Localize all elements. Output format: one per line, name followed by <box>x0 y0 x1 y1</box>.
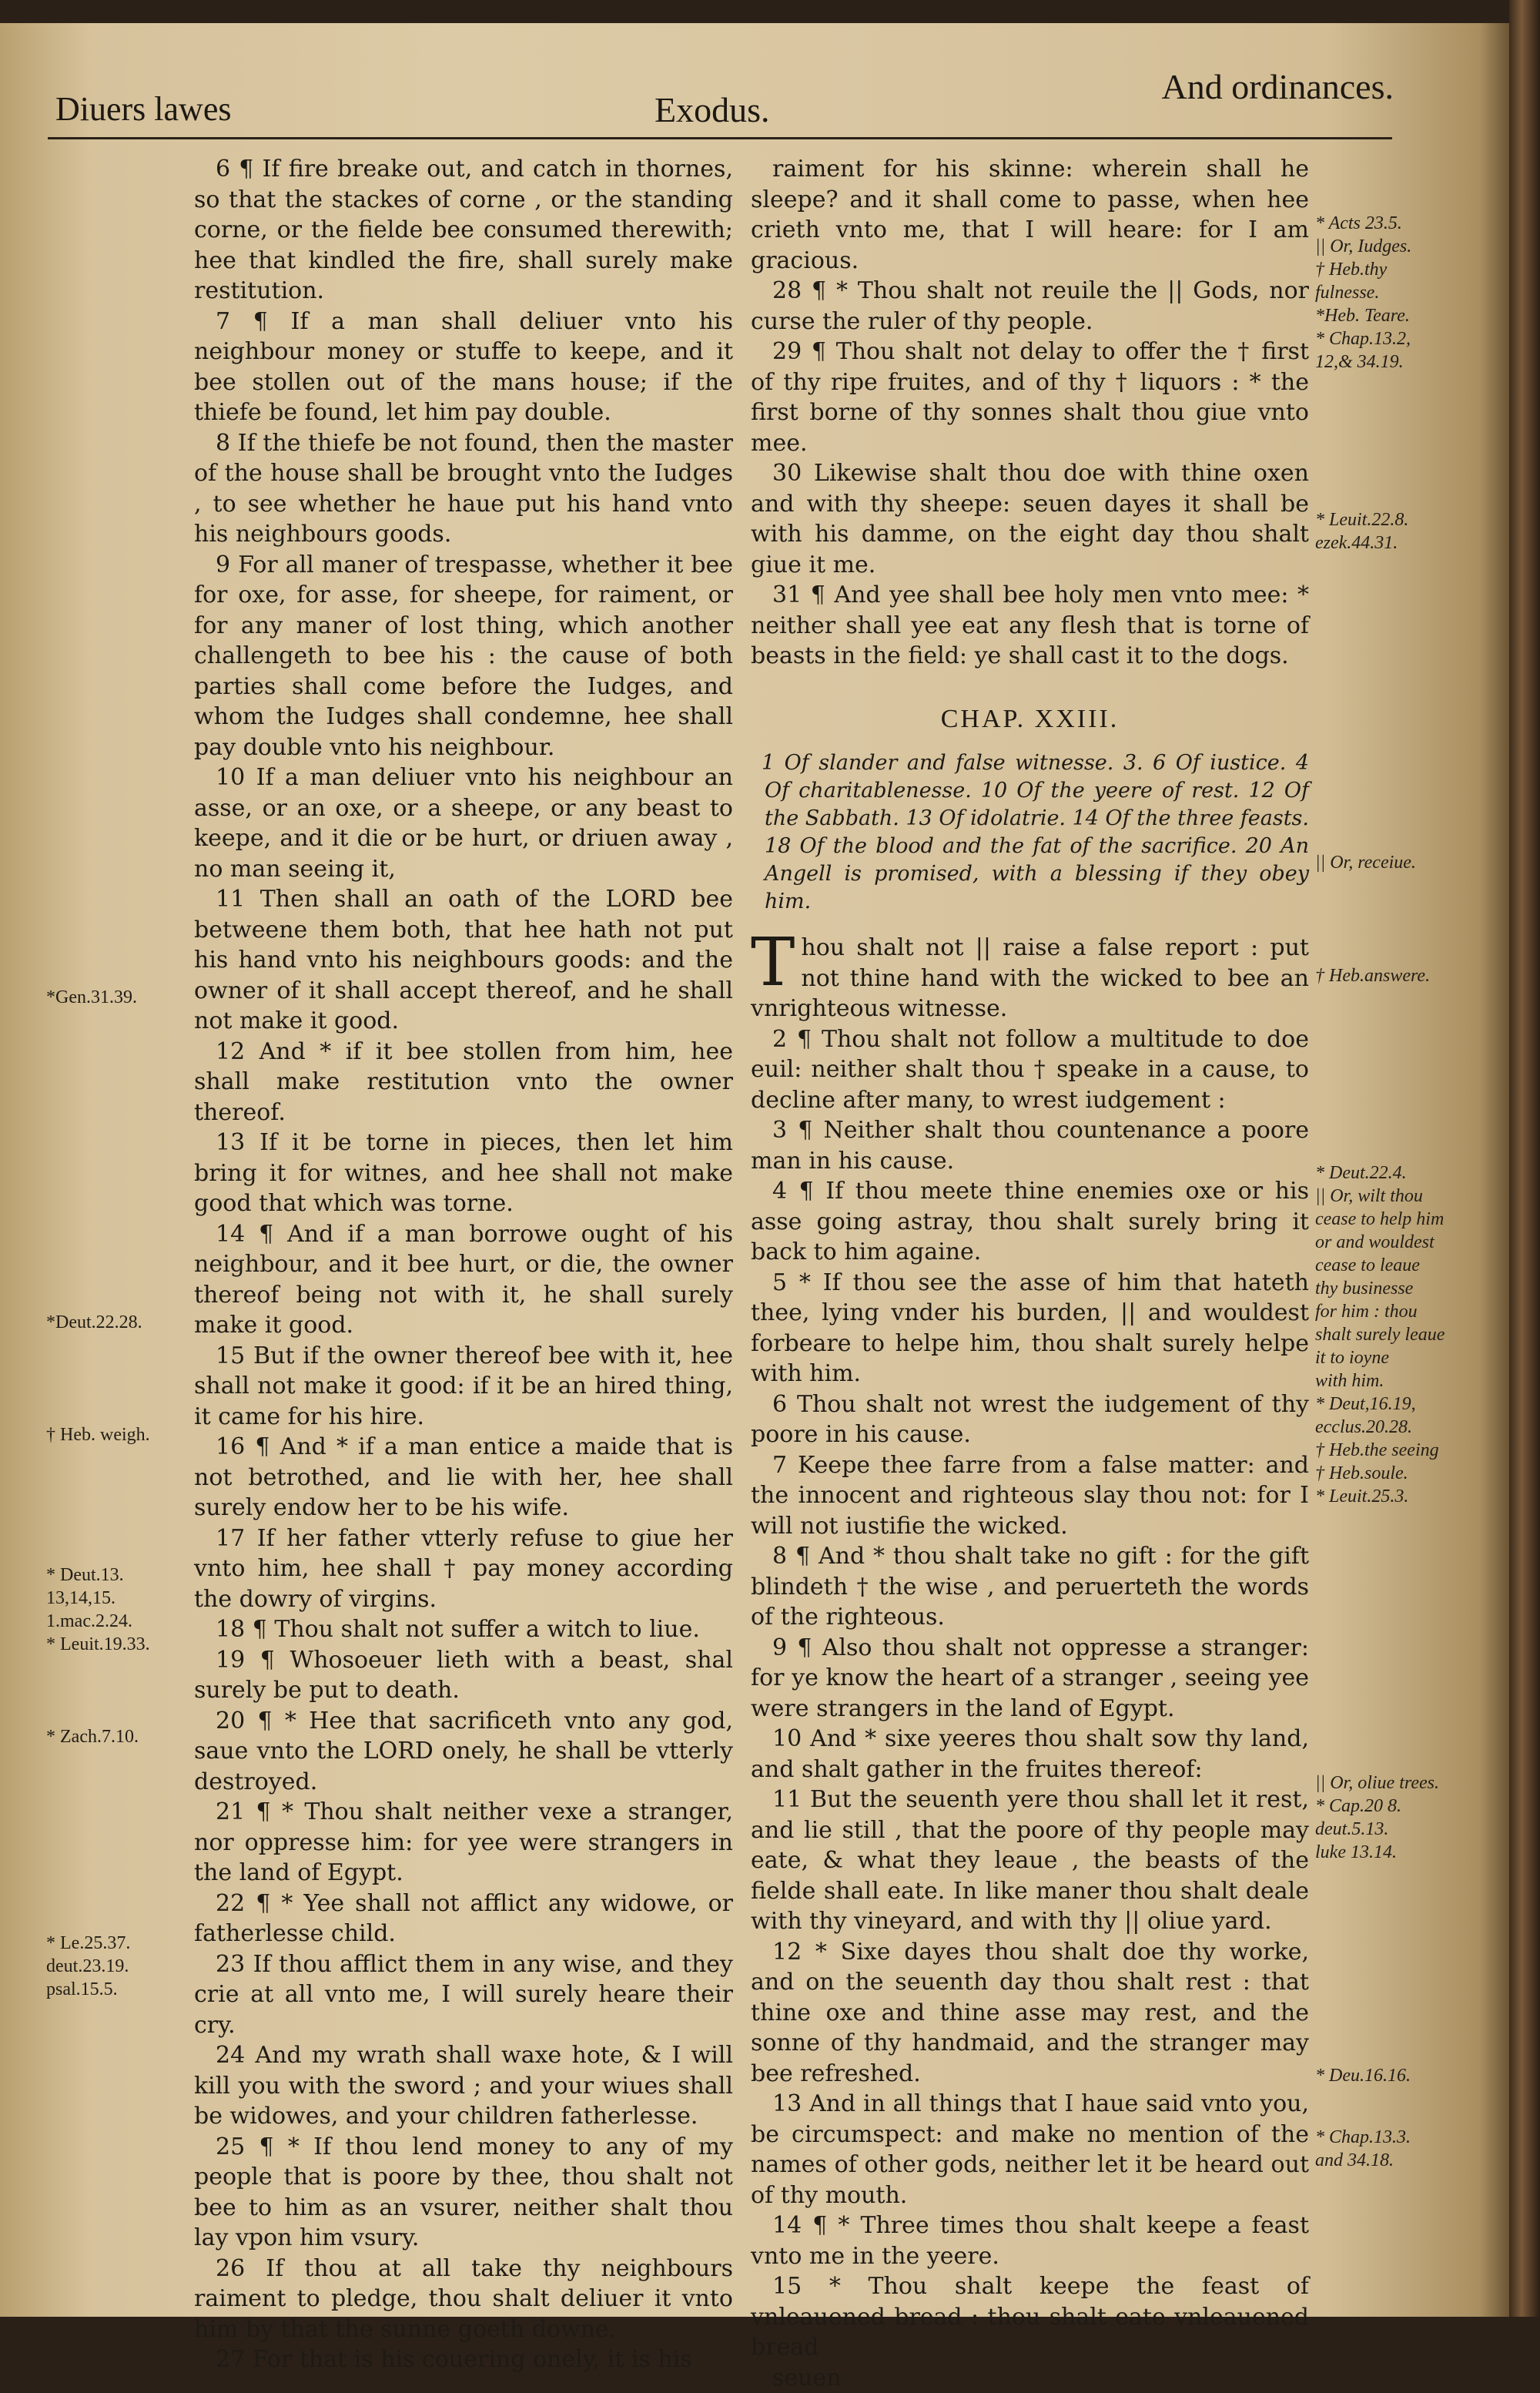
verse: 30 Likewise shalt thou doe with thine oxen and with thy sheepe: seuen dayes it shall be with his damme, on the eight day thou shalt giue it me. <box>751 458 1309 580</box>
verse: 10 If a man deliuer vnto his neighbour an asse, or an oxe, or a sheepe, or any beast to keepe, and it die or be hurt, or driuen away , no man seeing it, <box>194 762 733 884</box>
verse: 28 ¶ * Thou shalt not reuile the || Gods, nor curse the ruler of thy people. <box>751 276 1309 337</box>
running-head-center: Exodus. <box>654 89 770 130</box>
verse: 4 ¶ If thou meete thine enemies oxe or his asse going astray, thou shalt surely bring it back to him againe. <box>751 1176 1309 1268</box>
margin-note: * Le.25.37. deut.23.19. psal.15.5. <box>46 1932 130 2001</box>
running-head-left: Diuers lawes <box>55 89 232 129</box>
margin-note: *Deut.22.28. <box>46 1311 142 1334</box>
margin-note: || Or, receiue. <box>1315 851 1416 874</box>
verse: 26 If thou at all take thy neighbours raiment to pledge, thou shalt deliuer it vnto him by that the sunne goeth downe. <box>194 2254 733 2345</box>
right-column <box>751 154 1309 2393</box>
verse: 15 But if the owner thereof bee with it, hee shall not make it good: if it be an hired thing, it came for his hire. <box>194 1341 733 1433</box>
verse: 3 ¶ Neither shalt thou countenance a poore man in his cause. <box>751 1115 1309 1176</box>
verse: 7 ¶ If a man shall deliuer vnto his neighbour money or stuffe to keepe, and it bee stollen out of the mans house; if the thiefe be found, let him pay double. <box>194 307 733 428</box>
drop-cap: T <box>751 936 795 990</box>
header-rule <box>48 137 1392 139</box>
verse: 12 * Sixe dayes thou shalt doe thy worke, and on the seuenth day thou shalt rest : that thine oxe and thine asse may rest, and the sonne of thy handmaid, and the stranger may bee refreshed. <box>751 1937 1309 2090</box>
margin-note: * Deut.13. 13,14,15. 1.mac.2.24. * Leuit.19.33. <box>46 1563 150 1656</box>
margin-note: * Leuit.22.8. ezek.44.31. <box>1315 508 1408 555</box>
verse: seuen <box>751 2363 1309 2393</box>
verse: 16 ¶ And * if a man entice a maide that is not betrothed, and lie with her, hee shall surely endow her to be his wife. <box>194 1432 733 1523</box>
book-page <box>0 23 1509 2317</box>
verse: 2 ¶ Thou shalt not follow a multitude to doe euil: neither shalt thou † speake in a cause, to decline after many, to wrest iudgement : <box>751 1024 1309 1116</box>
verse: 7 Keepe thee farre from a false matter: and the innocent and righteous slay thou not: for I will not iustifie the wicked. <box>751 1450 1309 1542</box>
verse: 6 ¶ If fire breake out, and catch in thornes, so that the stackes of corne , or the standing corne, or the fielde bee consumed therewith; hee that kindled the fire, shall surely make restitution. <box>194 154 733 307</box>
verse: 14 ¶ And if a man borrowe ought of his neighbour, and it bee hurt, or die, the owner thereof being not with it, he shall surely make it good. <box>194 1219 733 1341</box>
verse: 12 And * if it bee stollen from him, hee shall make restitution vnto the owner thereof. <box>194 1037 733 1128</box>
verse: 13 And in all things that I haue said vnto you, be circumspect: and make no mention of the names of other gods, neither let it be heard out of thy mouth. <box>751 2089 1309 2210</box>
verse: 11 Then shall an oath of the LORD bee betweene them both, that hee hath not put his hand vnto his neighbours goods: and the owner of it shall accept thereof, and he shall not make it good. <box>194 884 733 1037</box>
verse: raiment for his skinne: wherein shall he sleepe? and it shall come to passe, when hee crieth vnto me, that I will heare: for I am gracious. <box>751 154 1309 276</box>
verse: 6 Thou shalt not wrest the iudgement of thy poore in his cause. <box>751 1389 1309 1450</box>
verse: 11 But the seuenth yere thou shall let it rest, and lie still , that the poore of thy people may eate, & what they leaue , the beasts of the fielde shall eate. In like maner thou shalt deale with thy vineyard, and with thy || oliue yard. <box>751 1785 1309 1937</box>
verse: 14 ¶ * Three times thou shalt keepe a feast vnto me in the yeere. <box>751 2210 1309 2271</box>
verse: 17 If her father vtterly refuse to giue her vnto him, hee shall † pay money according the dowry of virgins. <box>194 1523 733 1615</box>
left-column <box>194 154 733 2375</box>
verse: 31 ¶ And yee shall bee holy men vnto mee: * neither shall yee eat any flesh that is torne of beasts in the field: ye shall cast it to the dogs. <box>751 580 1309 672</box>
verse: 25 ¶ * If thou lend money to any of my people that is poore by thee, thou shalt not bee to him as an vsurer, neither shalt thou lay vpon him vsury. <box>194 2132 733 2254</box>
chapter-title: CHAP. XXIII. <box>751 704 1309 735</box>
verse: hou shalt not || raise a false report : put not thine hand with the wicked to bee an vnrighteous witnesse. <box>751 934 1309 1022</box>
margin-note: * Zach.7.10. <box>46 1725 139 1748</box>
margin-note: *Gen.31.39. <box>46 986 137 1009</box>
verse: 23 If thou afflict them in any wise, and they crie at all vnto me, I will surely heare their cry. <box>194 1949 733 2041</box>
running-head-right: And ordinances. <box>1162 66 1394 107</box>
margin-note: * Deut.22.4. || Or, wilt thou cease to help him or and wouldest cease to leaue thy businesse for him : thou shalt surely leaue it to ioyne with him. * Deut,16.19, ecclus.20.28. † Heb.the seeing † Heb.soule. * Leuit.25.3. <box>1315 1161 1445 1508</box>
verse: 24 And my wrath shall waxe hote, & I will kill you with the sword ; and your wiues shall be widowes, and your children fatherlesse. <box>194 2040 733 2132</box>
page-edge <box>1509 0 1540 2317</box>
margin-note: † Heb.answere. <box>1315 964 1430 987</box>
verse: 21 ¶ * Thou shalt neither vexe a stranger, nor oppresse him: for yee were strangers in the land of Egypt. <box>194 1797 733 1889</box>
verse: 18 ¶ Thou shalt not suffer a witch to liue. <box>194 1614 733 1645</box>
chapter-summary: 1 Of slander and false witnesse. 3. 6 Of iustice. 4 Of charitablenesse. 10 Of the yeere of rest. 12 Of the Sabbath. 13 Of idolatrie. 14 Of the three feasts. 18 Of the blood and the fat of the sacrifice. 20 An Angell is promised, with a blessing if they obey him. <box>751 749 1309 916</box>
verse: 27 For that is his couering onely, it is his <box>194 2344 733 2375</box>
verse: 20 ¶ * Hee that sacrificeth vnto any god, saue vnto the LORD onely, he shall be vtterly destroyed. <box>194 1706 733 1798</box>
verse: 10 And * sixe yeeres thou shalt sow thy land, and shalt gather in the fruites thereof: <box>751 1724 1309 1785</box>
margin-note: * Chap.13.3. and 34.18. <box>1315 2126 1411 2172</box>
verse: 19 ¶ Whosoeuer lieth with a beast, shal surely be put to death. <box>194 1645 733 1706</box>
verse: 13 If it be torne in pieces, then let him bring it for witnes, and hee shall not make good that which was torne. <box>194 1128 733 1219</box>
verse: 15 * Thou shalt keepe the feast of vnleauened bread : thou shalt eate vnleauened bread <box>751 2271 1309 2363</box>
verse: 9 For all maner of trespasse, whether it bee for oxe, for asse, for sheepe, for raiment, or for any maner of lost thing, which another challengeth to bee his : the cause of both parties shall come before the Iudges, and whom the Iudges shall condemne, hee shall pay double vnto his neighbour. <box>194 550 733 763</box>
margin-note: † Heb. weigh. <box>46 1423 150 1446</box>
verse: 8 If the thiefe be not found, then the master of the house shall be brought vnto the Iudges , to see whether he haue put his hand vnto his neighbours goods. <box>194 428 733 550</box>
verse: 5 * If thou see the asse of him that hateth thee, lying vnder his burden, || and wouldest forbeare to helpe him, thou shalt surely helpe with him. <box>751 1268 1309 1389</box>
margin-note: * Acts 23.5. || Or, Iudges. † Heb.thy fulnesse. *Heb. Teare. * Chap.13.2, 12,& 34.19. <box>1315 212 1411 374</box>
verse: 29 ¶ Thou shalt not delay to offer the † first of thy ripe fruites, and of thy † liquors : * the first borne of thy sonnes shalt thou giue vnto mee. <box>751 337 1309 458</box>
verse: 22 ¶ * Yee shall not afflict any widowe, or fatherlesse child. <box>194 1889 733 1949</box>
verse: 8 ¶ And * thou shalt take no gift : for the gift blindeth † the wise , and peruerteth the words of the righteous. <box>751 1541 1309 1633</box>
margin-note: * Deu.16.16. <box>1315 2064 1411 2087</box>
verse: 9 ¶ Also thou shalt not oppresse a stranger: for ye know the heart of a stranger , seeing yee were strangers in the land of Egypt. <box>751 1633 1309 1724</box>
margin-note: || Or, oliue trees. * Cap.20 8. deut.5.13. luke 13.14. <box>1315 1771 1439 1864</box>
